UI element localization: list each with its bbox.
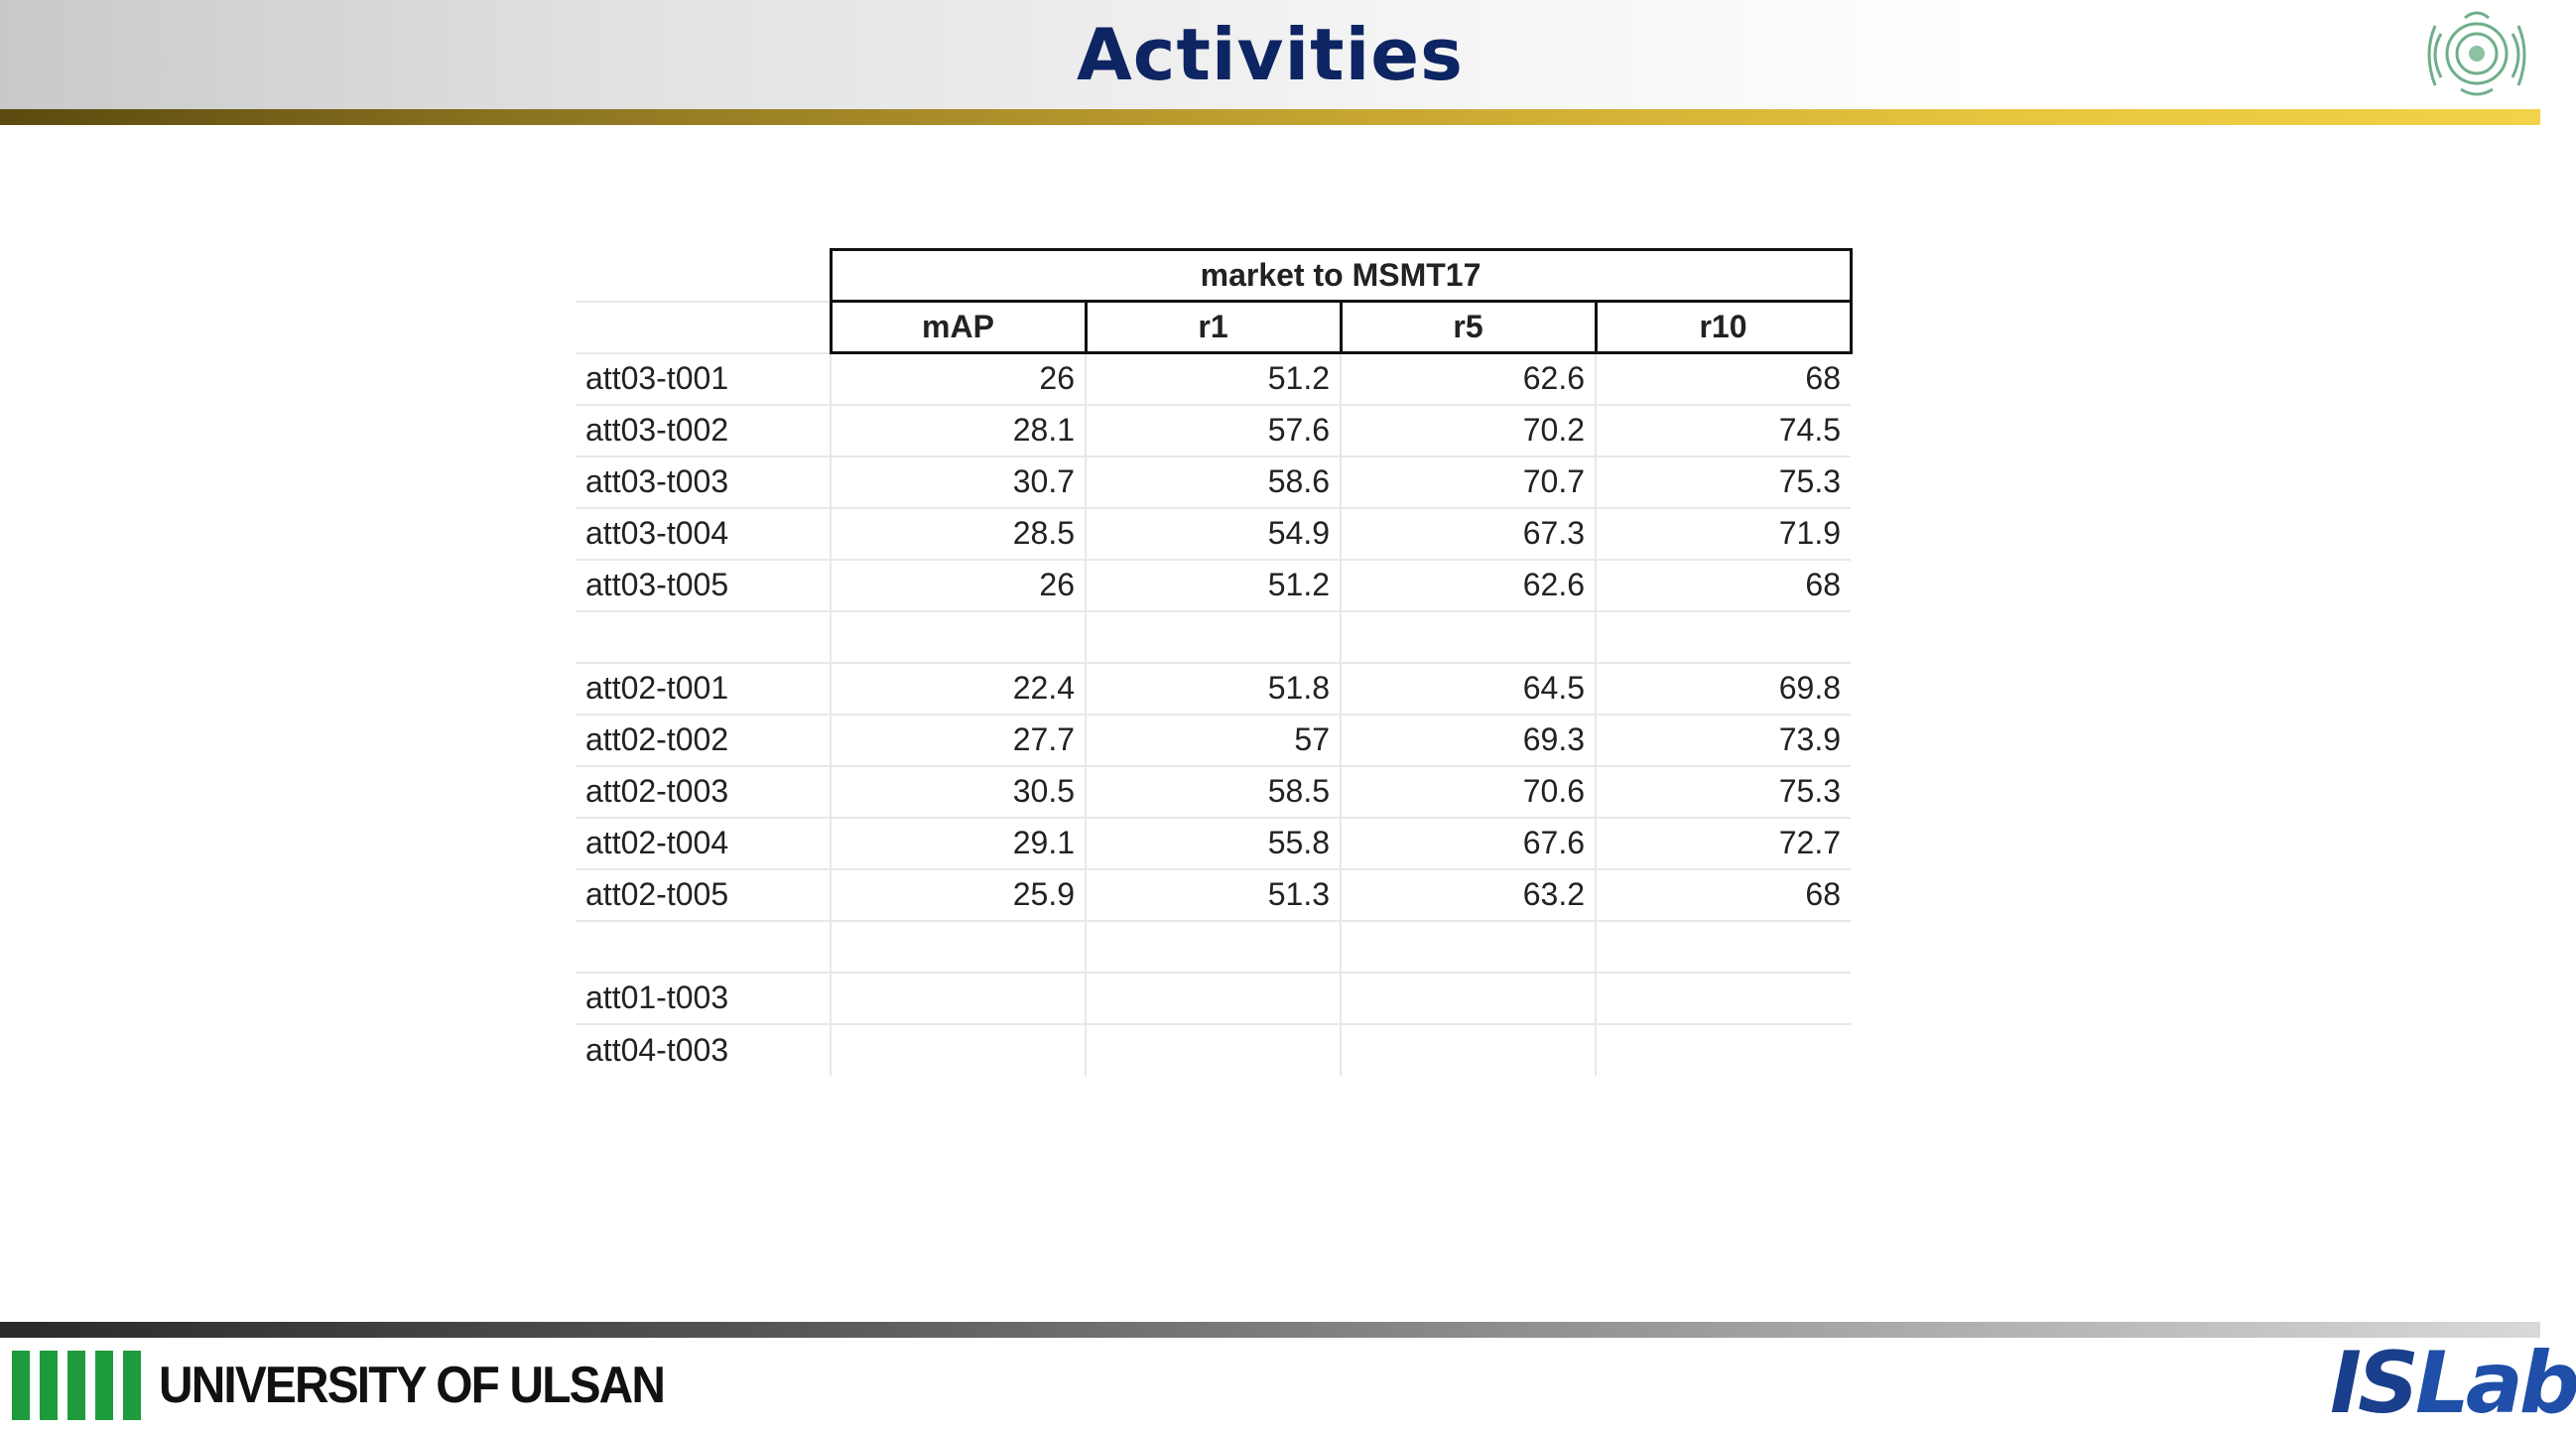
row-label: att01-t003 <box>576 973 831 1024</box>
cell-r10: 71.9 <box>1596 508 1851 560</box>
cell-r1: 51.8 <box>1086 663 1341 715</box>
cell-map: 30.7 <box>831 456 1086 508</box>
slide-title: Activities <box>1077 13 1464 96</box>
group-header-row <box>576 250 1851 302</box>
university-stripes-icon <box>12 1351 141 1420</box>
column-header-map: mAP <box>831 302 1086 353</box>
cell-r5: 62.6 <box>1341 560 1596 611</box>
cell-r10: 74.5 <box>1596 405 1851 456</box>
cell-r10: 73.9 <box>1596 715 1851 766</box>
cell-r5: 63.2 <box>1341 869 1596 921</box>
cell-map: 29.1 <box>831 818 1086 869</box>
cell-map: 28.1 <box>831 405 1086 456</box>
row-label: att03-t002 <box>576 405 831 456</box>
column-header-r5: r5 <box>1341 302 1596 353</box>
table-row <box>576 869 1851 921</box>
cell-r10 <box>1596 973 1851 1024</box>
row-label: att03-t001 <box>576 353 831 405</box>
cell-r10: 68 <box>1596 869 1851 921</box>
cell-map: 30.5 <box>831 766 1086 818</box>
cell-r10: 68 <box>1596 353 1851 405</box>
islab-logo <box>2330 1334 2576 1433</box>
table-corner-cell <box>576 302 831 353</box>
islab-logo-lab: Lab <box>2414 1334 2576 1433</box>
cell-r5 <box>1341 921 1596 973</box>
cell-r10 <box>1596 1024 1851 1076</box>
table-row <box>576 818 1851 869</box>
university-logo <box>12 1348 708 1423</box>
cell-r1 <box>1086 921 1341 973</box>
cell-map: 25.9 <box>831 869 1086 921</box>
cell-map <box>831 1024 1086 1076</box>
results-table-container <box>576 248 1853 1076</box>
cell-r5 <box>1341 611 1596 663</box>
table-row <box>576 560 1851 611</box>
table-row <box>576 405 1851 456</box>
cell-r5 <box>1341 973 1596 1024</box>
row-label: att02-t004 <box>576 818 831 869</box>
column-header-r10: r10 <box>1596 302 1851 353</box>
cell-r1 <box>1086 1024 1341 1076</box>
row-label: att03-t004 <box>576 508 831 560</box>
row-label: att03-t005 <box>576 560 831 611</box>
metric-header-row <box>576 302 1851 353</box>
cell-r1: 55.8 <box>1086 818 1341 869</box>
table-row <box>576 1024 1851 1076</box>
column-header-r1: r1 <box>1086 302 1341 353</box>
university-seal-icon <box>2421 4 2532 103</box>
row-label: att02-t005 <box>576 869 831 921</box>
cell-r1: 51.2 <box>1086 560 1341 611</box>
footer-bar <box>0 1322 2540 1338</box>
row-label: att03-t003 <box>576 456 831 508</box>
cell-r5: 67.3 <box>1341 508 1596 560</box>
cell-r1: 58.5 <box>1086 766 1341 818</box>
cell-r1: 54.9 <box>1086 508 1341 560</box>
cell-map <box>831 973 1086 1024</box>
cell-map <box>831 921 1086 973</box>
cell-r1: 57.6 <box>1086 405 1341 456</box>
group-header: market to MSMT17 <box>831 250 1851 302</box>
row-label: att02-t003 <box>576 766 831 818</box>
cell-r1: 51.2 <box>1086 353 1341 405</box>
cell-r5: 69.3 <box>1341 715 1596 766</box>
table-row-empty <box>576 611 1851 663</box>
row-label <box>576 611 831 663</box>
cell-map: 22.4 <box>831 663 1086 715</box>
table-row <box>576 456 1851 508</box>
cell-r10: 75.3 <box>1596 456 1851 508</box>
cell-r10: 72.7 <box>1596 818 1851 869</box>
cell-r10: 68 <box>1596 560 1851 611</box>
cell-map: 28.5 <box>831 508 1086 560</box>
cell-r10 <box>1596 921 1851 973</box>
cell-r1 <box>1086 973 1341 1024</box>
cell-r10 <box>1596 611 1851 663</box>
table-row <box>576 766 1851 818</box>
cell-r5: 70.7 <box>1341 456 1596 508</box>
table-row <box>576 663 1851 715</box>
cell-r1: 51.3 <box>1086 869 1341 921</box>
cell-r1: 58.6 <box>1086 456 1341 508</box>
cell-r5: 62.6 <box>1341 353 1596 405</box>
row-label: att02-t002 <box>576 715 831 766</box>
cell-r10: 69.8 <box>1596 663 1851 715</box>
results-table <box>576 248 1853 1076</box>
university-name: UNIVERSITY OF ULSAN <box>159 1357 665 1414</box>
cell-r5 <box>1341 1024 1596 1076</box>
table-row <box>576 353 1851 405</box>
row-label: att04-t003 <box>585 1031 729 1068</box>
cell-map: 26 <box>831 353 1086 405</box>
cell-r1 <box>1086 611 1341 663</box>
table-row <box>576 508 1851 560</box>
cell-r5: 67.6 <box>1341 818 1596 869</box>
table-row <box>576 973 1851 1024</box>
cell-r5: 70.6 <box>1341 766 1596 818</box>
row-label: att02-t001 <box>576 663 831 715</box>
table-corner-cell <box>576 250 831 302</box>
islab-logo-is: IS <box>2330 1334 2415 1433</box>
cell-r10: 75.3 <box>1596 766 1851 818</box>
cell-r1: 57 <box>1086 715 1341 766</box>
table-row <box>576 715 1851 766</box>
cell-r5: 70.2 <box>1341 405 1596 456</box>
cell-map: 26 <box>831 560 1086 611</box>
row-label <box>576 921 831 973</box>
cell-map: 27.7 <box>831 715 1086 766</box>
cell-map <box>831 611 1086 663</box>
table-row-empty <box>576 921 1851 973</box>
header-gold-bar <box>0 109 2540 125</box>
cell-r5: 64.5 <box>1341 663 1596 715</box>
